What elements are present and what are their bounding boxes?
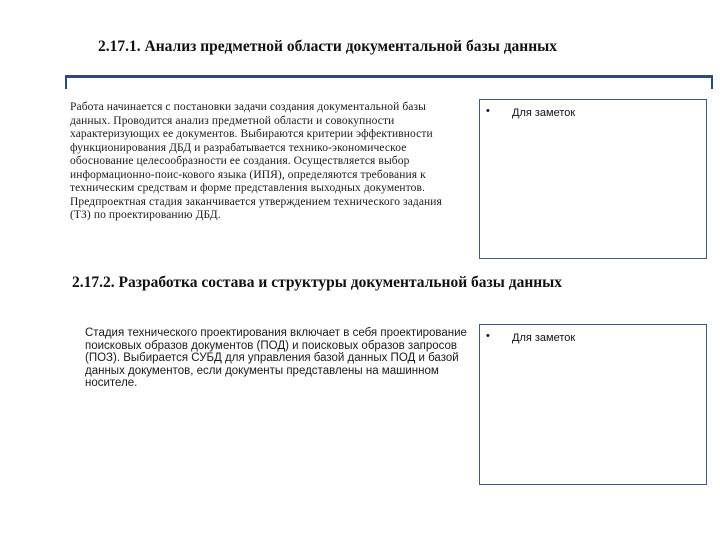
section-2-body-text: Стадия технического проектирования включает в себя проектирование поисковых образов документов (ПОД) и поисковых образов запросов (ПОЗ). Выбирается СУБД для управления базой данных ПОД и базой данных документов, если документы представлены на машинном носителе. — [85, 327, 467, 389]
divider-right-tick — [711, 75, 713, 89]
notes-box-2[interactable] — [479, 324, 707, 485]
divider-bar — [65, 75, 713, 78]
heading-divider — [65, 75, 713, 89]
section-1-body-text: Работа начинается с постановки задачи создания документальной базы данных. Проводится анализ предметной области и совокупности характеризующих ее документов. Выбираются критерии эффективности функционирования ДБД и разрабатывается технико-экономическое обоснование целесообразности ее создания. Осуществляется выбор информационно-поис-кового языка (ИПЯ), определяются требования к техническим средствам и форме представления выходных документов. Предпроектная стадия заканчивается утверждением технического задания (ТЗ) по проектированию ДБД. — [70, 101, 442, 221]
bullet-icon: • — [486, 105, 490, 117]
notes-label: Для заметок — [512, 332, 576, 344]
bullet-icon: • — [486, 330, 490, 342]
section-1-heading: 2.17.1. Анализ предметной области документальной базы данных — [98, 38, 557, 55]
notes-box-1[interactable] — [479, 99, 707, 259]
section-2-heading: 2.17.2. Разработка состава и структуры документальной базы данных — [72, 274, 563, 291]
divider-left-tick — [65, 75, 67, 89]
notes-label: Для заметок — [512, 107, 576, 119]
